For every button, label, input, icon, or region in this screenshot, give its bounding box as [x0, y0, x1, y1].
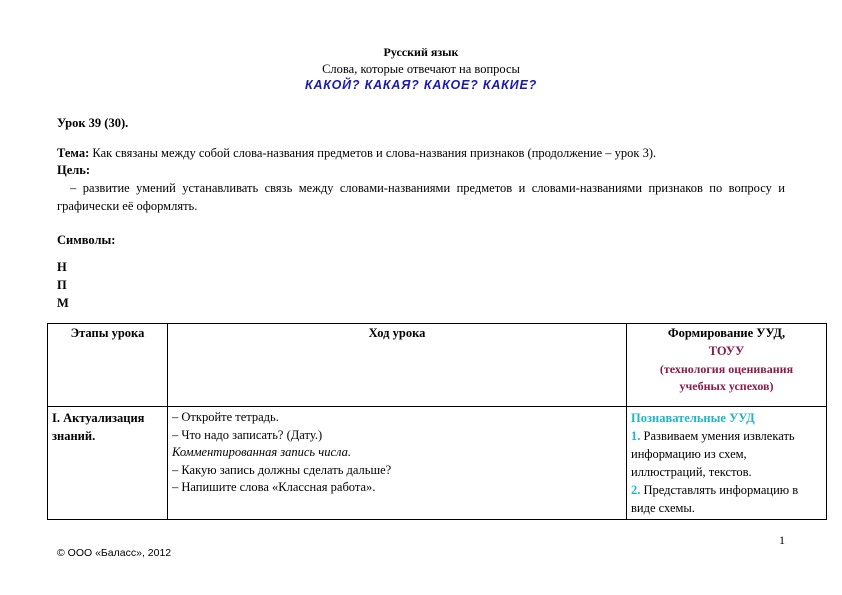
symbols-label: Символы: [57, 233, 116, 247]
header-uud-tech-line1: (технология оценивания [659, 362, 794, 376]
course-line: – Что надо записать? (Дату.) [172, 427, 323, 442]
header-uud-tech-line2: учебных успехов) [679, 379, 774, 393]
header-uud [627, 324, 827, 407]
page-number: 1 [779, 533, 785, 547]
header-uud-title: Формирование УУД, [667, 326, 786, 340]
theme-text: Как связаны между собой слова-названия предметов и слова-названия признаков (продолжение – урок 3). [89, 146, 657, 160]
header-uud-touu: ТОУУ [708, 344, 745, 358]
topic-questions: КАКОЙ? КАКАЯ? КАКОЕ? КАКИЕ? [304, 78, 538, 92]
header-course: Ход урока [168, 324, 627, 407]
uud-cell [627, 407, 827, 520]
goal-text: – развитие умений устанавливать связь между словами-названиями предметов и словами-названиями признаков по вопросу и графически её оформлять. [57, 181, 785, 213]
uud-item-text: Представлять информацию в виде схемы. [631, 483, 799, 515]
uud-title: Познавательные УУД [631, 411, 755, 425]
lesson-table [47, 323, 827, 520]
course-line-italic: Комментированная запись числа. [172, 445, 351, 459]
table-row [48, 407, 827, 520]
copyright: © ООО «Баласс», 2012 [57, 547, 172, 559]
uud-item [631, 427, 822, 481]
course-cell [168, 407, 627, 520]
uud-item-text: Развиваем умения извлекать информацию из схем, иллюстраций, текстов. [631, 429, 795, 479]
uud-item-number: 2. [631, 483, 641, 497]
header-stages: Этапы урока [48, 324, 168, 407]
subject-title: Русский язык [383, 45, 459, 59]
symbol-p: П [57, 278, 67, 292]
symbol-n: Н [57, 260, 67, 274]
lesson-theme [57, 146, 656, 161]
table-header-row [48, 324, 827, 407]
course-line: – Откройте тетрадь. [172, 410, 279, 424]
lesson-title: Урок 39 (30). [57, 116, 129, 130]
course-line: – Напишите слова «Классная работа». [172, 480, 376, 494]
symbol-m: М [57, 296, 69, 310]
goal-label: Цель: [57, 163, 91, 177]
topic-subtitle: Слова, которые отвечают на вопросы [322, 62, 520, 76]
stage-cell: I. Актуализация знаний. [48, 407, 168, 520]
course-line: – Какую запись должны сделать дальше? [172, 462, 392, 477]
theme-label: Тема: [57, 146, 90, 160]
uud-item-number: 1. [631, 429, 641, 443]
uud-item [631, 481, 822, 517]
